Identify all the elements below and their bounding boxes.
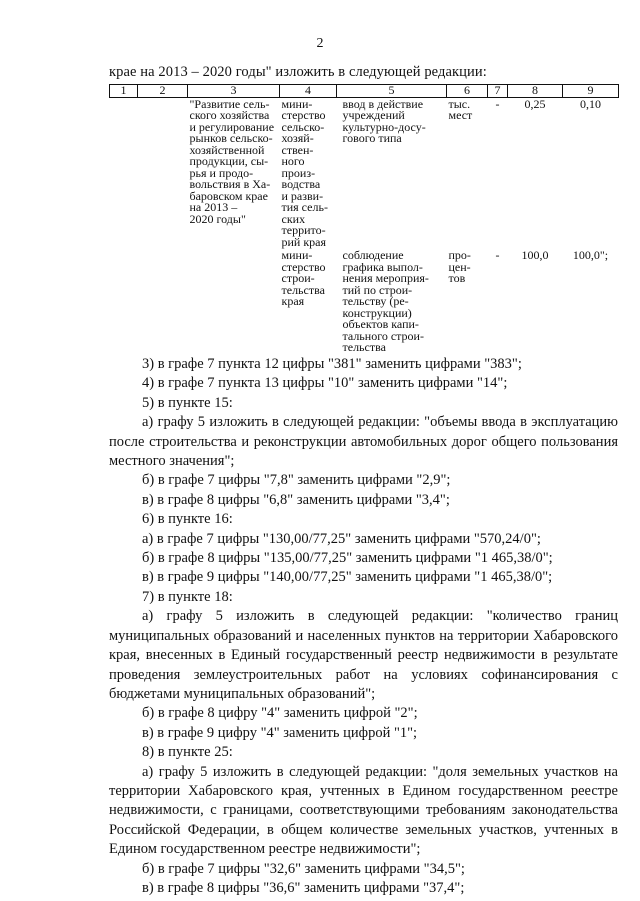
header-col-7: 7 [488, 85, 508, 98]
header-col-1: 1 [110, 85, 138, 98]
paragraph: а) графу 5 изложить в следующей редакции: "объемы ввода в эксплуатацию после строительства и реконструкции автомобильных дорог общего пользования местного значения"; [109, 414, 618, 470]
paragraph: б) в графе 7 цифры "32,6" заменить цифрами "34,5"; [142, 860, 465, 877]
paragraph: 8) в пункте 25: [142, 744, 233, 761]
paragraph: а) графу 5 изложить в следующей редакции: "доля земельных участков на территории Хабаровского края, учтенных в Едином государственном реестре недвижимости, с границами, соответствующими требованиям законодательства Российской Федерации, в общем количестве земельных участков, учтенных в Едином государственном реестре недвижимости"; [109, 763, 618, 858]
paragraph: б) в графе 7 цифры "7,8" заменить цифрами "2,9"; [142, 472, 451, 489]
col8-cell: 100,0 [521, 248, 549, 262]
paragraph: 7) в пункте 18: [142, 588, 233, 605]
paragraph: 4) в графе 7 пункта 13 цифры "10" заменить цифрами "14"; [142, 375, 508, 392]
unit-cell: про- цен- тов [448, 248, 471, 285]
table-row [110, 97, 619, 249]
col9-cell: 100,0"; [572, 248, 609, 262]
paragraph: 3) в графе 7 пункта 12 цифры "381" заменить цифрами "383"; [142, 356, 522, 372]
ministry-cell: мини- стерство сельско- хозяй- ствен- ного произ- водства и разви- тия сель- ских террито- рий края [281, 96, 328, 249]
intro-line: крае на 2013 – 2020 годы" изложить в следующей редакции: [109, 64, 487, 80]
header-col-2: 2 [138, 85, 188, 98]
header-col-9: 9 [563, 85, 619, 98]
page-number: 2 [316, 36, 324, 51]
unit-cell: тыс. мест [448, 96, 473, 122]
header-col-4: 4 [280, 85, 337, 98]
table-header-row [110, 85, 619, 98]
col7-cell: - [495, 96, 500, 111]
paragraph: б) в графе 8 цифру "4" заменить цифрой "2"; [142, 705, 418, 722]
paragraph: а) в графе 7 цифры "130,00/77,25" заменить цифрами "570,24/0"; [142, 530, 541, 547]
ministry-cell: мини- стерство строи- тельства края [281, 248, 326, 308]
header-col-3: 3 [188, 85, 280, 98]
paragraph: в) в графе 9 цифру "4" заменить цифрой "1"; [142, 724, 418, 741]
indicator-cell: ввод в действие учреждений культурно-досу- гового типа [342, 96, 426, 145]
program-name-cell: "Развитие сель- ского хозяйства и регулирование рынков сельско- хозяйственной продукции, сы- рья и продо- вольствия в Ха- баровском крае на 2013 – 2020 годы" [189, 96, 275, 226]
paragraph: 6) в пункте 16: [142, 511, 233, 528]
header-col-6: 6 [447, 85, 488, 98]
col8-cell: 0,25 [524, 96, 546, 111]
header-col-8: 8 [508, 85, 563, 98]
paragraph: 5) в пункте 15: [142, 394, 233, 411]
table-row [110, 249, 619, 355]
indicator-cell: соблюдение графика выпол- нения мероприя- тий по строи- тельству (ре- конструкции) объектов капи- тального строи- тельства [342, 248, 429, 354]
paragraph: в) в графе 8 цифры "36,6" заменить цифрами "37,4"; [142, 879, 465, 896]
paragraph: в) в графе 9 цифры "140,00/77,25" заменить цифрами "1 465,38/0"; [142, 569, 553, 586]
paragraph: в) в графе 8 цифры "6,8" заменить цифрами "3,4"; [142, 491, 450, 508]
col9-cell: 0,10 [580, 96, 601, 111]
header-col-5: 5 [337, 85, 447, 98]
paragraph: а) графу 5 изложить в следующей редакции: "количество границ муниципальных образований и населенных пунктов на территории Хабаровского края, внесенных в Единый государственный реестр недвижимости в результате проведения землеустроительных работ на условиях софинансирования с бюджетами муниципальных образований"; [109, 608, 618, 702]
paragraph: б) в графе 8 цифры "135,00/77,25" заменить цифрами "1 465,38/0"; [142, 550, 553, 567]
col7-cell: - [495, 248, 500, 262]
amendment-table [109, 84, 619, 355]
amendment-list [109, 355, 618, 898]
